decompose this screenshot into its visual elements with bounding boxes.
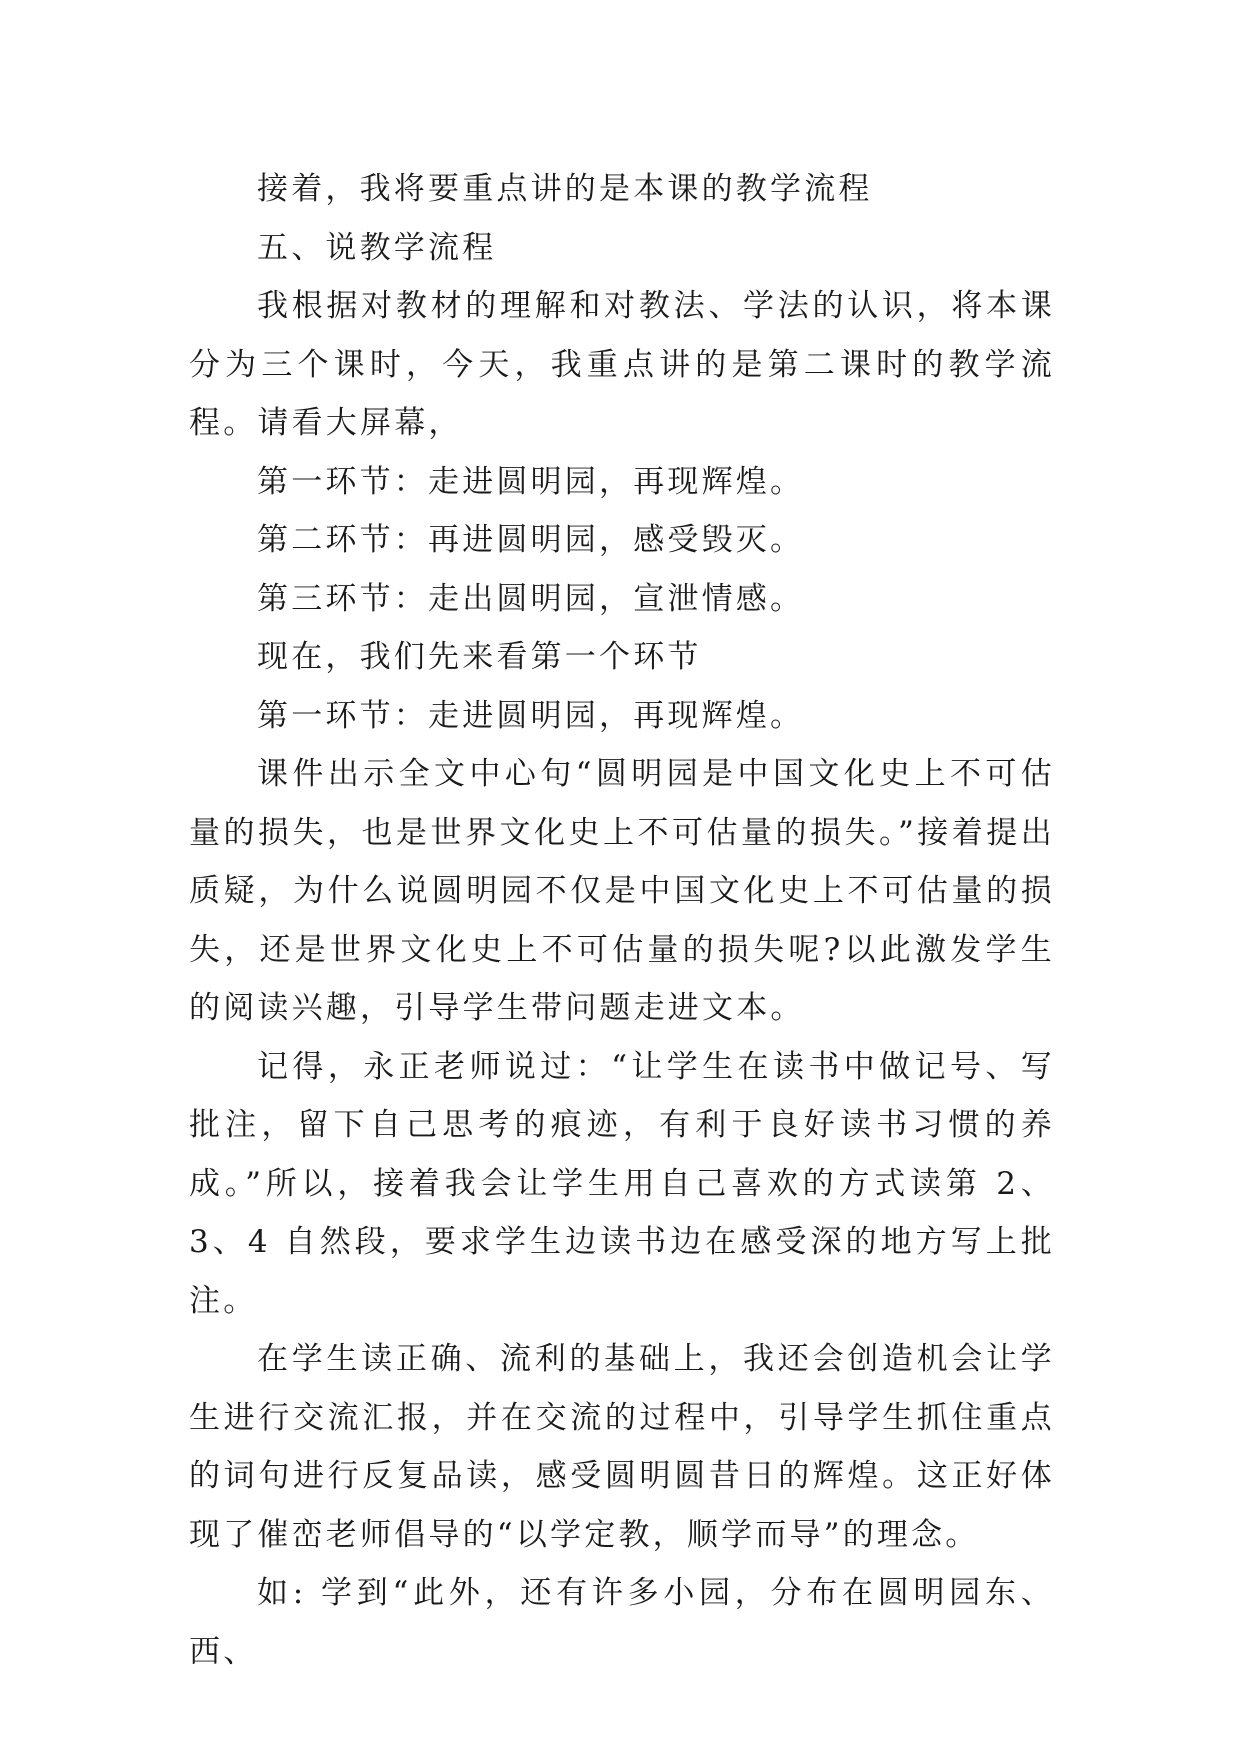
paragraph: 记得，永正老师说过：“让学生在读书中做记号、写批注，留下自己思考的痕迹，有利于良好读书习惯的养成。”所以，接着我会让学生用自己喜欢的方式读第 2、3、4 自然段，要求学生边读书边在感受深的地方写上批注。	[189, 1048, 1055, 1319]
paragraph: 现在，我们先来看第一个环节	[257, 639, 702, 675]
paragraph: 我根据对教材的理解和对教法、学法的认识，将本课分为三个课时，今天，我重点讲的是第二课时的教学流程。请看大屏幕，	[189, 288, 1055, 441]
paragraph: 课件出示全文中心句“圆明园是中国文化史上不可估量的损失，也是世界文化史上不可估量的损失。”接着提出质疑，为什么说圆明园不仅是中国文化史上不可估量的损失，还是世界文化史上不可估量的损失呢?以此激发学生的阅读兴趣，引导学生带问题走进文本。	[189, 756, 1055, 1026]
paragraph: 如: 学到“此外，还有许多小园，分布在圆明园东、西、	[189, 1575, 1055, 1670]
document-body	[189, 160, 1055, 1681]
paragraph: 在学生读正确、流利的基础上，我还会创造机会让学生进行交流汇报，并在交流的过程中，引导学生抓住重点的词句进行反复品读，感受圆明圆昔日的辉煌。这正好体现了催峦老师倡导的“以学定教，顺学而导”的理念。	[189, 1341, 1055, 1553]
stage-item: 第一环节：走进圆明园，再现辉煌。	[257, 463, 805, 500]
stage-item: 第三环节：走出圆明园，宣泄情感。	[257, 580, 805, 617]
stage-item: 第二环节：再进圆明园，感受毁灭。	[257, 522, 805, 558]
section-heading: 五、说教学流程	[257, 229, 497, 266]
paragraph: 接着，我将要重点讲的是本课的教学流程	[257, 171, 873, 207]
stage-item: 第一环节：走进圆明园，再现辉煌。	[257, 697, 805, 734]
